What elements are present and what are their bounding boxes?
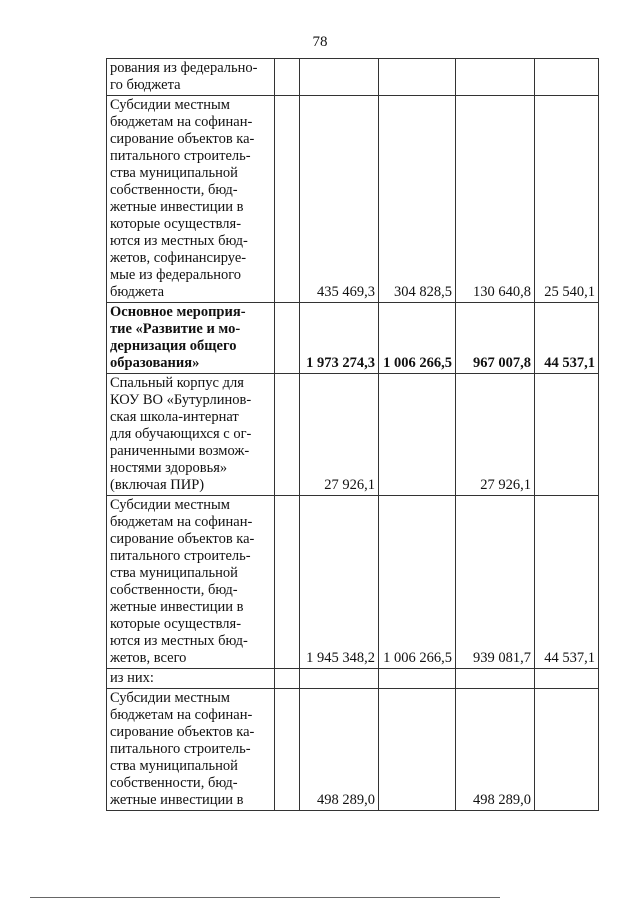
row-name-line: раниченными возмож- [110, 443, 250, 459]
row-name-line: бюджетам на софинан- [110, 514, 253, 530]
table-row [107, 96, 599, 303]
table-row [107, 374, 599, 496]
empty-narrow-cell [275, 374, 300, 496]
value-cell-2: 304 828,5 [379, 96, 456, 303]
value-cell-2 [379, 59, 456, 96]
value-cell-2 [379, 689, 456, 811]
row-name-cell [107, 374, 275, 496]
row-name-line: жетные инвестиции в [110, 792, 244, 808]
empty-narrow-cell [275, 689, 300, 811]
empty-narrow-cell [275, 59, 300, 96]
row-name-line: жетов, всего [110, 650, 187, 666]
row-name-line: ства муниципальной [110, 758, 238, 774]
row-name-line: ская школа-интернат [110, 409, 239, 425]
table-row [107, 689, 599, 811]
row-name-line: образования» [110, 355, 200, 371]
value-cell-2: 1 006 266,5 [379, 303, 456, 374]
row-name-line: бюджета [110, 284, 165, 300]
row-name-line: дернизация общего [110, 338, 237, 354]
row-name-line: из них: [110, 670, 154, 686]
row-name-line: которые осуществля- [110, 616, 242, 632]
page-number: 78 [312, 34, 328, 50]
value-cell-4: 44 537,1 [535, 303, 599, 374]
row-name-line: собственности, бюд- [110, 182, 238, 198]
value-cell-4 [535, 374, 599, 496]
budget-table-body [107, 59, 599, 811]
value-cell-4: 25 540,1 [535, 96, 599, 303]
row-name-line: для обучающихся с ог- [110, 426, 252, 442]
value-cell-1 [300, 669, 379, 689]
row-name-line: мые из федерального [110, 267, 242, 283]
value-cell-1: 435 469,3 [300, 96, 379, 303]
value-cell-4: 44 537,1 [535, 496, 599, 669]
table-row [107, 303, 599, 374]
row-name-line: Субсидии местным [110, 497, 230, 513]
empty-narrow-cell [275, 669, 300, 689]
row-name-line: КОУ ВО «Бутурлинов- [110, 392, 252, 408]
value-cell-1: 27 926,1 [300, 374, 379, 496]
row-name-line: Спальный корпус для [110, 375, 244, 391]
table-row [107, 669, 599, 689]
budget-table [106, 58, 599, 811]
value-cell-3: 130 640,8 [456, 96, 535, 303]
row-name-line: собственности, бюд- [110, 775, 238, 791]
row-name-line: ства муниципальной [110, 565, 238, 581]
value-cell-3 [456, 59, 535, 96]
row-name-line: питального строитель- [110, 741, 251, 757]
row-name-line: сирование объектов ка- [110, 131, 255, 147]
row-name-line: го бюджета [110, 77, 181, 93]
row-name-line: питального строитель- [110, 548, 251, 564]
value-cell-4 [535, 59, 599, 96]
row-name-line: сирование объектов ка- [110, 724, 255, 740]
row-name-line: собственности, бюд- [110, 582, 238, 598]
value-cell-1: 1 973 274,3 [300, 303, 379, 374]
row-name-line: Субсидии местным [110, 690, 230, 706]
row-name-line: бюджетам на софинан- [110, 707, 253, 723]
row-name-cell [107, 303, 275, 374]
row-name-line: питального строитель- [110, 148, 251, 164]
row-name-line: ются из местных бюд- [110, 633, 248, 649]
row-name-line: жетные инвестиции в [110, 199, 244, 215]
row-name-line: ностями здоровья» [110, 460, 228, 476]
row-name-line: сирование объектов ка- [110, 531, 255, 547]
empty-narrow-cell [275, 303, 300, 374]
value-cell-2: 1 006 266,5 [379, 496, 456, 669]
value-cell-3 [456, 669, 535, 689]
row-name-line: жетов, софинансируе- [110, 250, 247, 266]
table-row [107, 496, 599, 669]
value-cell-3: 27 926,1 [456, 374, 535, 496]
row-name-cell [107, 59, 275, 96]
row-name-line: (включая ПИР) [110, 477, 205, 493]
value-cell-1 [300, 59, 379, 96]
value-cell-2 [379, 374, 456, 496]
row-name-line: жетные инвестиции в [110, 599, 244, 615]
value-cell-4 [535, 669, 599, 689]
value-cell-1: 1 945 348,2 [300, 496, 379, 669]
row-name-line: которые осуществля- [110, 216, 242, 232]
row-name-cell [107, 496, 275, 669]
row-name-line: ются из местных бюд- [110, 233, 248, 249]
page-bottom-divider [30, 897, 500, 898]
table-row [107, 59, 599, 96]
row-name-line: Основное мероприя- [110, 304, 246, 320]
row-name-line: ства муниципальной [110, 165, 238, 181]
empty-narrow-cell [275, 96, 300, 303]
value-cell-3: 498 289,0 [456, 689, 535, 811]
value-cell-4 [535, 689, 599, 811]
row-name-line: тие «Развитие и мо- [110, 321, 241, 337]
row-name-line: рования из федерально- [110, 60, 258, 76]
row-name-line: бюджетам на софинан- [110, 114, 253, 130]
empty-narrow-cell [275, 496, 300, 669]
row-name-cell [107, 689, 275, 811]
value-cell-3: 939 081,7 [456, 496, 535, 669]
value-cell-3: 967 007,8 [456, 303, 535, 374]
row-name-cell [107, 669, 275, 689]
row-name-cell [107, 96, 275, 303]
value-cell-1: 498 289,0 [300, 689, 379, 811]
value-cell-2 [379, 669, 456, 689]
row-name-line: Субсидии местным [110, 97, 230, 113]
